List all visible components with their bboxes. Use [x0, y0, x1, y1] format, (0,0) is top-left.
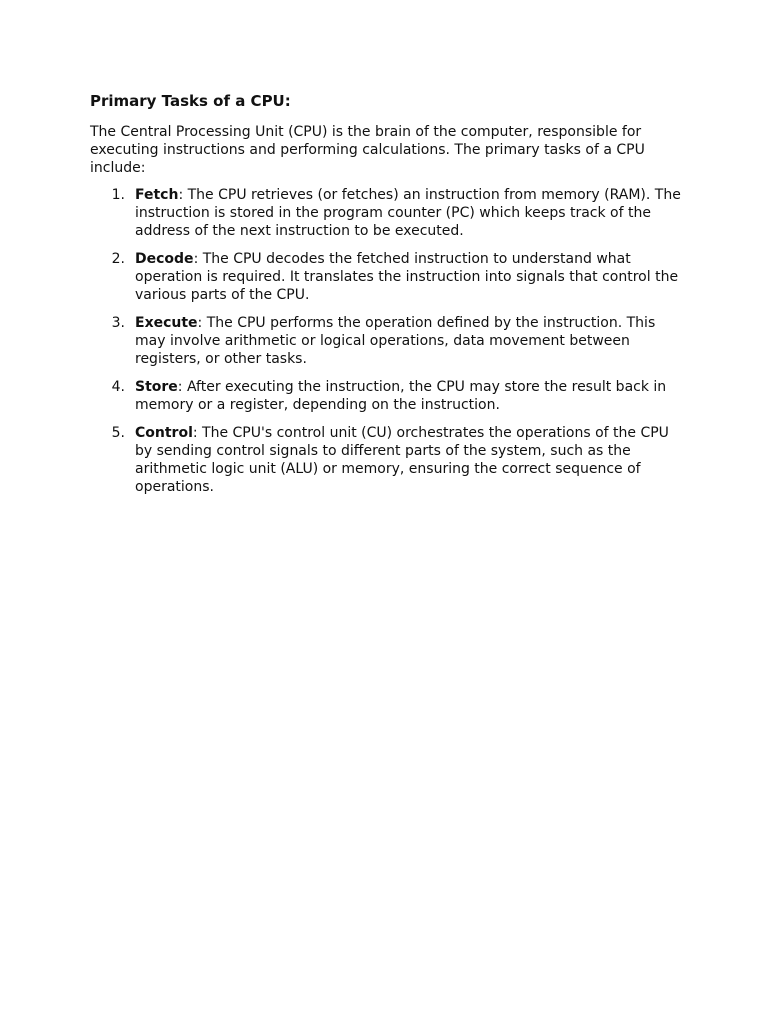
list-item-term: Fetch: [135, 187, 179, 203]
list-item-body: [135, 378, 690, 414]
list-item-fetch: [90, 186, 690, 240]
list-item-text: : The CPU performs the operation defined by the instruction. This may involve arithmetic or logical operations, data movement between registers, or other tasks.: [135, 315, 656, 367]
list-item-text: : The CPU retrieves (or fetches) an instruction from memory (RAM). The instruction is stored in the program counter (PC) which keeps track of the address of the next instruction to be executed.: [135, 187, 681, 239]
list-item-term: Decode: [135, 251, 194, 267]
list-item-decode: [90, 250, 690, 304]
list-item-text: : The CPU decodes the fetched instruction to understand what operation is required. It translates the instruction into signals that control the various parts of the CPU.: [135, 251, 679, 303]
list-item-number: 5.: [111, 425, 125, 441]
task-list: [90, 186, 690, 496]
list-item-body: [135, 186, 690, 240]
intro-paragraph: The Central Processing Unit (CPU) is the brain of the computer, responsible for executing instructions and performing calculations. The primary tasks of a CPU include:: [90, 124, 645, 176]
list-item-control: [90, 424, 690, 496]
list-item-body: [135, 314, 690, 368]
list-item-number: 2.: [111, 251, 125, 267]
list-item-number: 3.: [111, 315, 125, 331]
document-title: Primary Tasks of a CPU:: [90, 92, 291, 110]
list-item-store: [90, 378, 690, 414]
list-item-term: Store: [135, 379, 178, 395]
list-item-text: : The CPU's control unit (CU) orchestrates the operations of the CPU by sending control signals to different parts of the system, such as the arithmetic logic unit (ALU) or memory, ensuring the correct sequence of operations.: [135, 425, 669, 495]
list-item-number: 4.: [111, 379, 125, 395]
list-item-number: 1.: [111, 187, 125, 203]
list-item-term: Control: [135, 425, 193, 441]
list-item-text: : After executing the instruction, the CPU may store the result back in memory or a register, depending on the instruction.: [135, 379, 667, 413]
list-item-execute: [90, 314, 690, 368]
list-item-body: [135, 424, 690, 496]
list-item-term: Execute: [135, 315, 198, 331]
list-item-body: [135, 250, 690, 304]
document-page: [90, 90, 690, 506]
